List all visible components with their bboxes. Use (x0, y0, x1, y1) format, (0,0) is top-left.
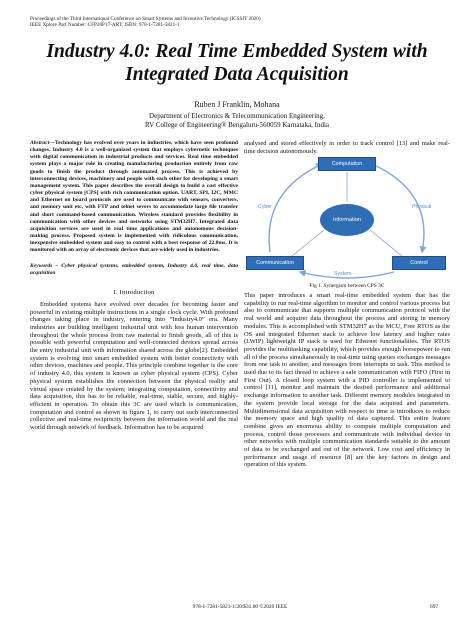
physical-label: Physical (412, 204, 432, 210)
authors: Ruben J Franklin, Mohana (194, 100, 280, 109)
right-column-body-text: This paper introduces a smart real-time embedded system that has the capability to run real-time algorithm to monitor and control various process but also to communicate that supports multiple communication protocol with the real world and acquirer data throughout the process and storing in memory modules. This is accomplished with STM32H7 as the MCU, Free RTOS as the OS and integrated Ethernet stack to achieve low latency and higher rates (LWIP) lightweight IP stack is used for Ethernet functionalities. The RTOS provides the multitasking capability, which provides enough horsepower to run all of the process simultaneously in real-time using queues exchanges messages from one task to another, and messages from interrupts to task. This method is used due to its fact thread to achieve a safe communication with FIFO (First in First Out). A closed loop system with a PID controller is implemented to control [11], monitor and maintain the desired performance and additional exchange information to another task. Different memory modules integrated in the system provide local storage for the data acquired and parameters. Multidimensional data acquisition with respect to time is introduces to reduce the memory space and high quality of data captured. This entire feature combine gives an enormous ability to compute multiple computation and process, control those processes and communicate with individual device in other networks with multiple communication standards suitable to the amount of data to be exchanged and out of the network. Low cost and efficiency in performance and usage of resource [8] are the key factors in design and operation of this system. (244, 292, 450, 469)
communication-box: Communication (246, 256, 304, 270)
control-box: Control (392, 256, 446, 270)
keywords-label: Keywords (30, 262, 53, 269)
affiliation-line-1: Department of Electronics & Telecommunication Engineering, (149, 112, 325, 120)
connector-control-information (370, 230, 402, 256)
computation-box: Computation (318, 157, 376, 171)
footer-copyright: 978-1-7281-5821-1/20/$31.00 ©2020 IEEE (192, 604, 288, 610)
left-column (30, 140, 238, 432)
section-heading-introduction: I. Introduction (113, 288, 155, 296)
abstract-text: —Technology has evolved over years in industries, which have seen profound changes. Industry 4.0 is a well-organized system that employs cybernetic techniques with digital communication in industrial products and services. Real time embedded system plays a major role in creating manufacturing production entirely from raw goods to finish the product through automated process. This is achieved by interconnecting devices, machinery and people with each other for developing a smart management system. This paper describes the overall design to build a cost effective cyber physical system [CPS] with rich communication option. UART, SPI, I2C, MMC and Ethernet on board protocols are used to communicate with sensors, converters, and memory unit etc, with FTP and telnet severs to accommodate large file transfer and short command-based communication. Wireless standard provides flexibility in communication with other devices and networks using STM32H7. Integrated data acquisition services are used in real time applications and autonomous decision-making process. Proposed system is implemented with ridiculous communication, inexpensive embedded system and easy to control with a best response of 22.8ms. It is monitored with an array of electronic devices that are widely used in industries. (30, 140, 238, 254)
page-number: 697 (430, 604, 439, 610)
abstract-label: Abstract (30, 140, 50, 146)
abstract (30, 140, 238, 255)
connector-communication-information (292, 230, 324, 256)
figure-1-caption: Fig 1. Synergism between CPS 3C (309, 283, 385, 289)
proceedings-header-line: Proceedings of the Third International Conference on Smart Systems and Inventive Technology (ICSSIT 2020) (30, 16, 261, 22)
information-ellipse: Information (320, 204, 374, 236)
keywords (30, 263, 238, 277)
isbn-header-line: IEEE Xplore Part Number: CFP20P17-ART; ISBN: 978-1-7281-5821-1 (30, 22, 180, 28)
right-column-opening-text: analysed and stored effectively in order to track control [13] and make real-time decision autonomously. (244, 140, 450, 155)
keywords-text: – Cyber physical systems, embedded system, Industry 4.0, real time, data acquisition (30, 262, 238, 276)
affiliation-line-2: RV College of Engineering® Bengaluru-560059 Karnataka, India (144, 121, 330, 129)
introduction-text: Embedded systems have evolved over decades for becoming faster and powerful in existing multiple instructions in a single clock cycle. With profound changes taking place in industry, entering into “Industry4.0” era. Many industries are building intelligent industrial unit with less human intervention throughout the whole process from raw material to finish goods, all of this is possible with powerful computation and well-connected devices spread across the entry industrial unit with information shared across the globe[2]. Embedded system is evolving into smart embedded system with better connectivity with other devices, machines and people. This principle combine together is the core of industry 4.0, this system is known as cyber physical system (CPS). Cyber physical system establishes the connection between the physical reality and virtual space created by the system; integrating computation, connectivity and data acquisition, this has to be reliable, real-time, stable, secure, and highly-efficient in operation. To obtain this 3C are used which is communication, computation and control as shown in figure 1, to carry out such interconnected collective and real-time reciprocity between the information world and the real world through network of feedback. Information has to be acquired (30, 300, 238, 432)
system-label: System (334, 271, 352, 277)
cps-3c-diagram (244, 152, 450, 280)
cyber-label: Cyber (258, 204, 272, 210)
arrow-communication-to-computation (269, 164, 322, 252)
paper-title: Industry 4.0: Real Time Embedded System with Integrated Data Acquisition (46, 41, 428, 85)
